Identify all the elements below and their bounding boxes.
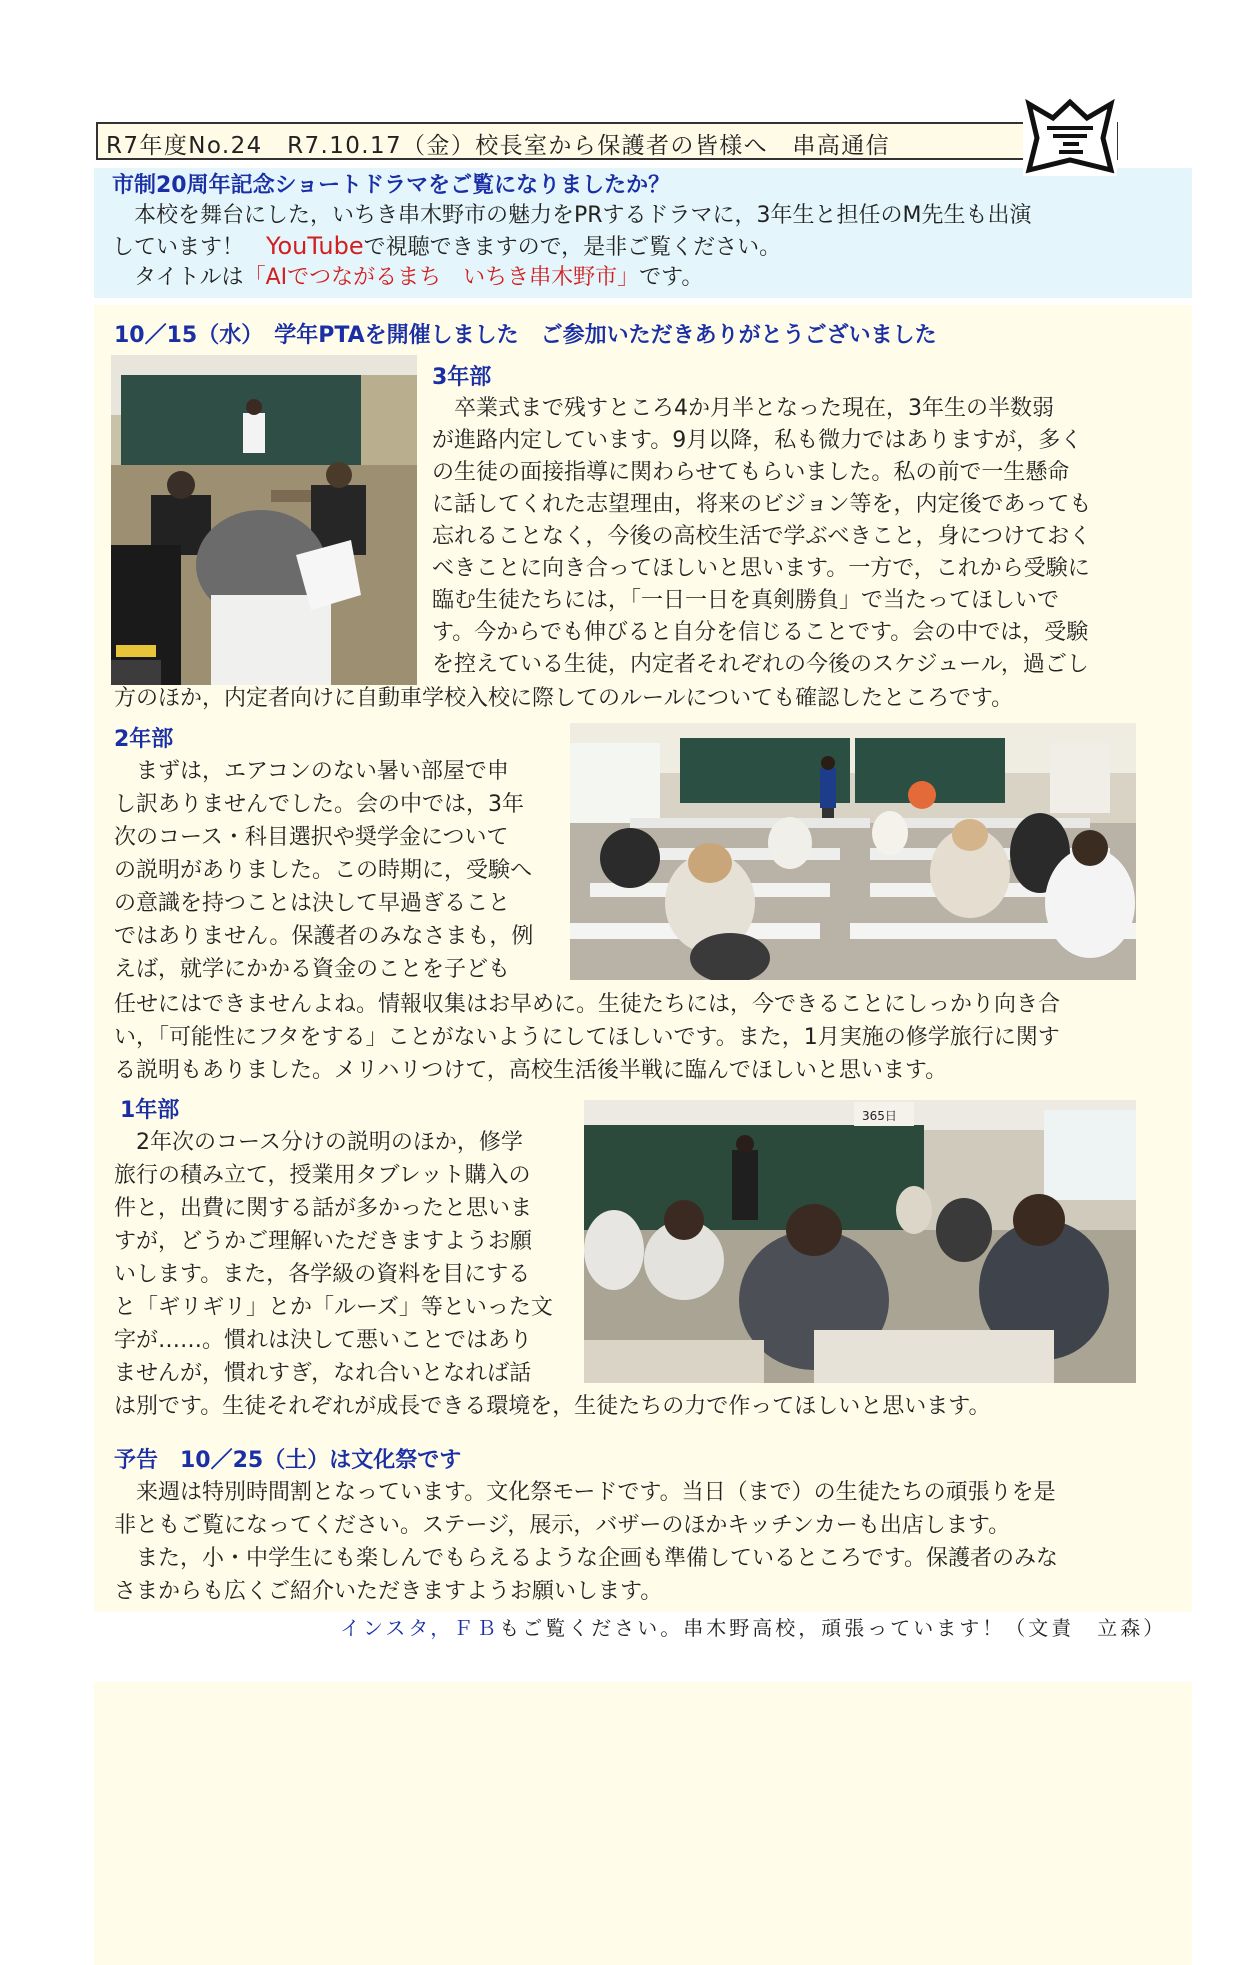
newsletter-header: [96, 122, 1118, 160]
grade2-line: まずは，エアコンのない暑い部屋で申: [114, 759, 509, 784]
grade3-line: 方のほか，内定者向けに自動車学校入校に際してのルールについても確認したところです。: [114, 686, 1014, 711]
grade2-line: 任せにはできませんよね。情報収集はお早めに。生徒たちには，今できることにしっかり向き合: [114, 992, 1061, 1017]
grade2-line: の意識を持つことは決して早過ぎること: [114, 891, 511, 916]
grade1-line: すが，どうかご理解いただきますようお願: [114, 1229, 533, 1254]
grade2-line: ではありません。保護者のみなさまも，例: [114, 924, 534, 949]
grade1-heading: 1年部: [120, 1098, 180, 1123]
festival-heading: 予告 10／25（土）は文化祭です: [114, 1448, 462, 1473]
grade1-line: いします。また，各学級の資料を目にする: [114, 1262, 531, 1287]
grade1-line: 旅行の積み立て，授業用タブレット購入の: [114, 1163, 531, 1188]
youtube-link[interactable]: YouTube: [266, 232, 364, 260]
footer-note: [340, 1612, 1166, 1641]
drama-title-suffix: です。: [639, 265, 704, 290]
board-sign-text: 365日: [862, 1109, 897, 1123]
grade1-meeting-photo: [584, 1100, 1136, 1383]
school-logo: [1023, 98, 1117, 176]
grade3-line: 卒業式まで残すところ4か月半となった現在，3年生の半数弱: [432, 396, 1054, 421]
festival-line: さまからも広くご紹介いただきますようお願いします。: [114, 1579, 663, 1604]
grade1-line: は別です。生徒それぞれが成長できる環境を，生徒たちの力で作ってほしいと思います。: [114, 1394, 991, 1419]
grade1-line: 件と，出費に関する話が多かったと思いま: [114, 1196, 533, 1221]
grade3-line: の生徒の面接指導に関わらせてもらいました。私の前で一生懸命: [432, 460, 1070, 485]
grade3-line: 忘れることなく，今後の高校生活で学ぶべきこと，身につけておく: [432, 524, 1092, 549]
grade2-meeting-photo: [570, 723, 1136, 980]
drama-line-1: 本校を舞台にした，いちき串木野市の魅力をPRするドラマに，3年生と担任のM先生も出演: [112, 203, 1032, 228]
grade3-line: を控えている生徒，内定者それぞれの今後のスケジュール，過ごし: [432, 652, 1089, 677]
sns-links[interactable]: インスタ，ＦＢ: [340, 1616, 500, 1640]
drama-line-2-text-end: で視聴できますので，是非ご覧ください。: [363, 235, 782, 260]
pta-heading: 10／15（水） 学年PTAを開催しました ご参加いただきありがとうございました: [114, 323, 937, 348]
drama-heading: 市制20周年記念ショートドラマをご覧になりましたか？: [112, 173, 671, 198]
footer-text: もご覧ください。串木野高校，頑張っています！（文責 立森）: [499, 1616, 1167, 1640]
grade1-line: と「ギリギリ」とか「ルーズ」等といった文: [114, 1295, 553, 1320]
grade2-heading: 2年部: [114, 727, 174, 752]
newsletter-title: R7年度No.24 R7.10.17（金）校長室から保護者の皆様へ 串高通信: [106, 133, 891, 159]
grade2-line: い，「可能性にフタをする」ことがないようにしてほしいです。また，1月実施の修学旅行に関す: [114, 1025, 1060, 1050]
grade2-line: 次のコース・科目選択や奨学金について: [114, 825, 509, 850]
grade1-line: 字が……。慣れは決して悪いことではあり: [114, 1328, 533, 1353]
school-emblem-icon: [1023, 98, 1117, 176]
grade3-line: が進路内定しています。9月以降，私も微力ではありますが，多く: [432, 428, 1083, 453]
grade3-line: 臨む生徒たちには，「一日一日を真剣勝負」で当たってほしいで: [432, 588, 1060, 613]
grade2-line: し訳ありませんでした。会の中では，3年: [114, 792, 524, 817]
grade3-line: に話してくれた志望理由，将来のビジョン等を，内定後であっても: [432, 492, 1092, 517]
grade2-line: る説明もありました。メリハリつけて，高校生活後半戦に臨んでほしいと思います。: [114, 1058, 948, 1083]
festival-line: 非ともご覧になってください。ステージ，展示，バザーのほかキッチンカーも出店します。: [114, 1513, 1011, 1538]
grade1-line: 2年次のコース分けの説明のほか，修学: [114, 1130, 523, 1155]
drama-line-2: [112, 230, 781, 264]
grade3-meeting-photo: [111, 355, 417, 685]
grade1-line: ませんが，慣れすぎ，なれ合いとなれば話: [114, 1361, 532, 1386]
grade3-heading: 3年部: [432, 365, 492, 390]
drama-title-prefix: タイトルは: [112, 265, 244, 290]
drama-line-2-text: しています！: [112, 235, 267, 260]
grade2-line: の説明がありました。この時期に，受験へ: [114, 858, 533, 883]
festival-line: また，小・中学生にも楽しんでもらえるような企画も準備しているところです。保護者のみな: [114, 1546, 1059, 1571]
drama-line-3: [112, 261, 703, 294]
grade3-line: べきことに向き合ってほしいと思います。一方で，これから受験に: [432, 556, 1090, 581]
grade2-line: えば，就学にかかる資金のことを子ども: [114, 957, 511, 982]
drama-title: 「AIでつながるまち いちき串木野市」: [243, 265, 640, 290]
grade3-line: す。今からでも伸びると自分を信じることです。会の中では，受験: [432, 620, 1089, 645]
festival-line: 来週は特別時間割となっています。文化祭モードです。当日（まで）の生徒たちの頑張りを是: [114, 1480, 1056, 1505]
